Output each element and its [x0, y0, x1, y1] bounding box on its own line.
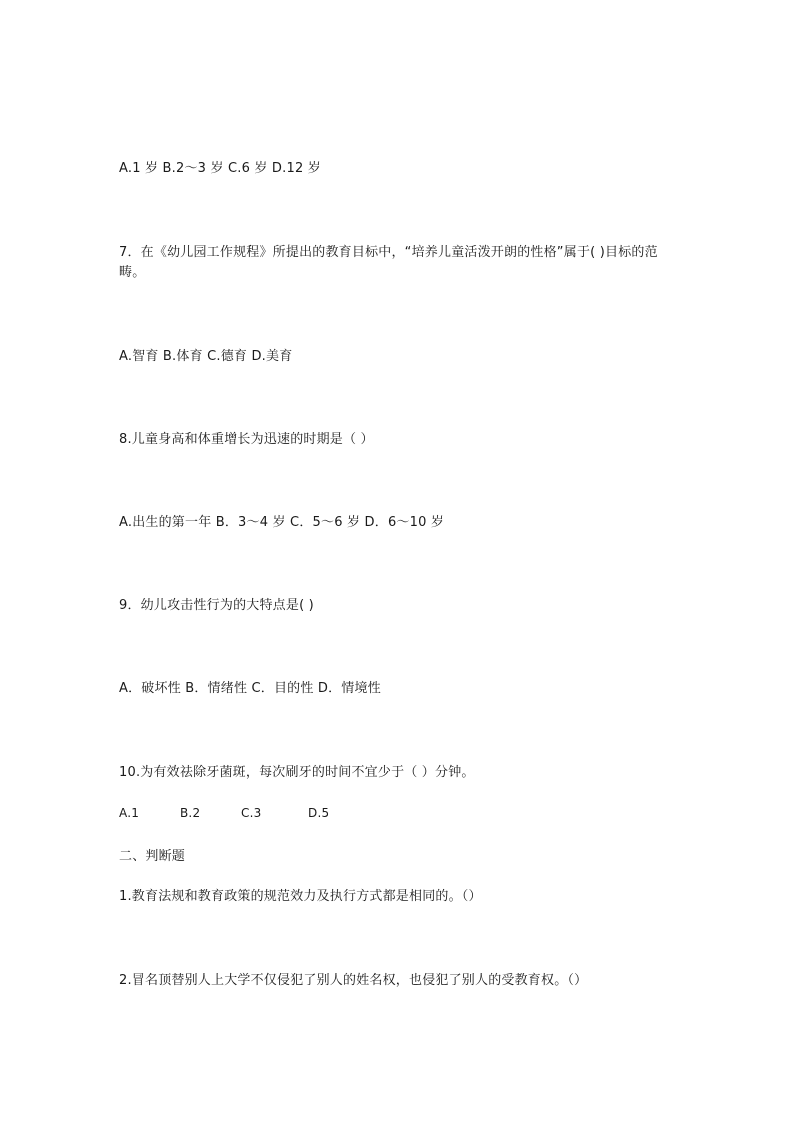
q10-option-c: C.3 — [241, 806, 262, 820]
q9-stem: 9．幼儿攻击性行为的大特点是( ) — [119, 598, 314, 613]
q7-stem: 7．在《幼儿园工作规程》所提出的教育目标中，“培养儿童活泼开朗的性格”属于( )目标的范畴。 — [119, 245, 658, 280]
q10-option-a: A.1 — [119, 806, 140, 820]
q10-stem: 10.为有效祛除牙菌斑，每次刷牙的时间不宜少于（ ）分钟。 — [119, 765, 475, 780]
tf-question-2: 2.冒名顶替别人上大学不仅侵犯了别人的姓名权，也侵犯了别人的受教育权。（） — [119, 973, 588, 988]
q7-options: A.智育 B.体育 C.德育 D.美育 — [119, 349, 293, 364]
q8-stem: 8.儿童身高和体重增长为迅速的时期是（ ） — [119, 432, 374, 447]
q8-options: A.出生的第一年 B．3～4 岁 C．5～6 岁 D．6～10 岁 — [119, 515, 445, 530]
q6-options: A.1 岁 B.2～3 岁 C.6 岁 D.12 岁 — [119, 161, 321, 176]
q9-options: A．破坏性 B．情绪性 C．目的性 D．情境性 — [119, 681, 381, 696]
q10-option-d: D.5 — [308, 806, 330, 820]
q10-option-b: B.2 — [180, 806, 201, 820]
section-title-true-false: 二、判断题 — [119, 849, 186, 864]
q10-options — [119, 803, 419, 823]
tf-question-1: 1.教育法规和教育政策的规范效力及执行方式都是相同的。（） — [119, 889, 482, 904]
